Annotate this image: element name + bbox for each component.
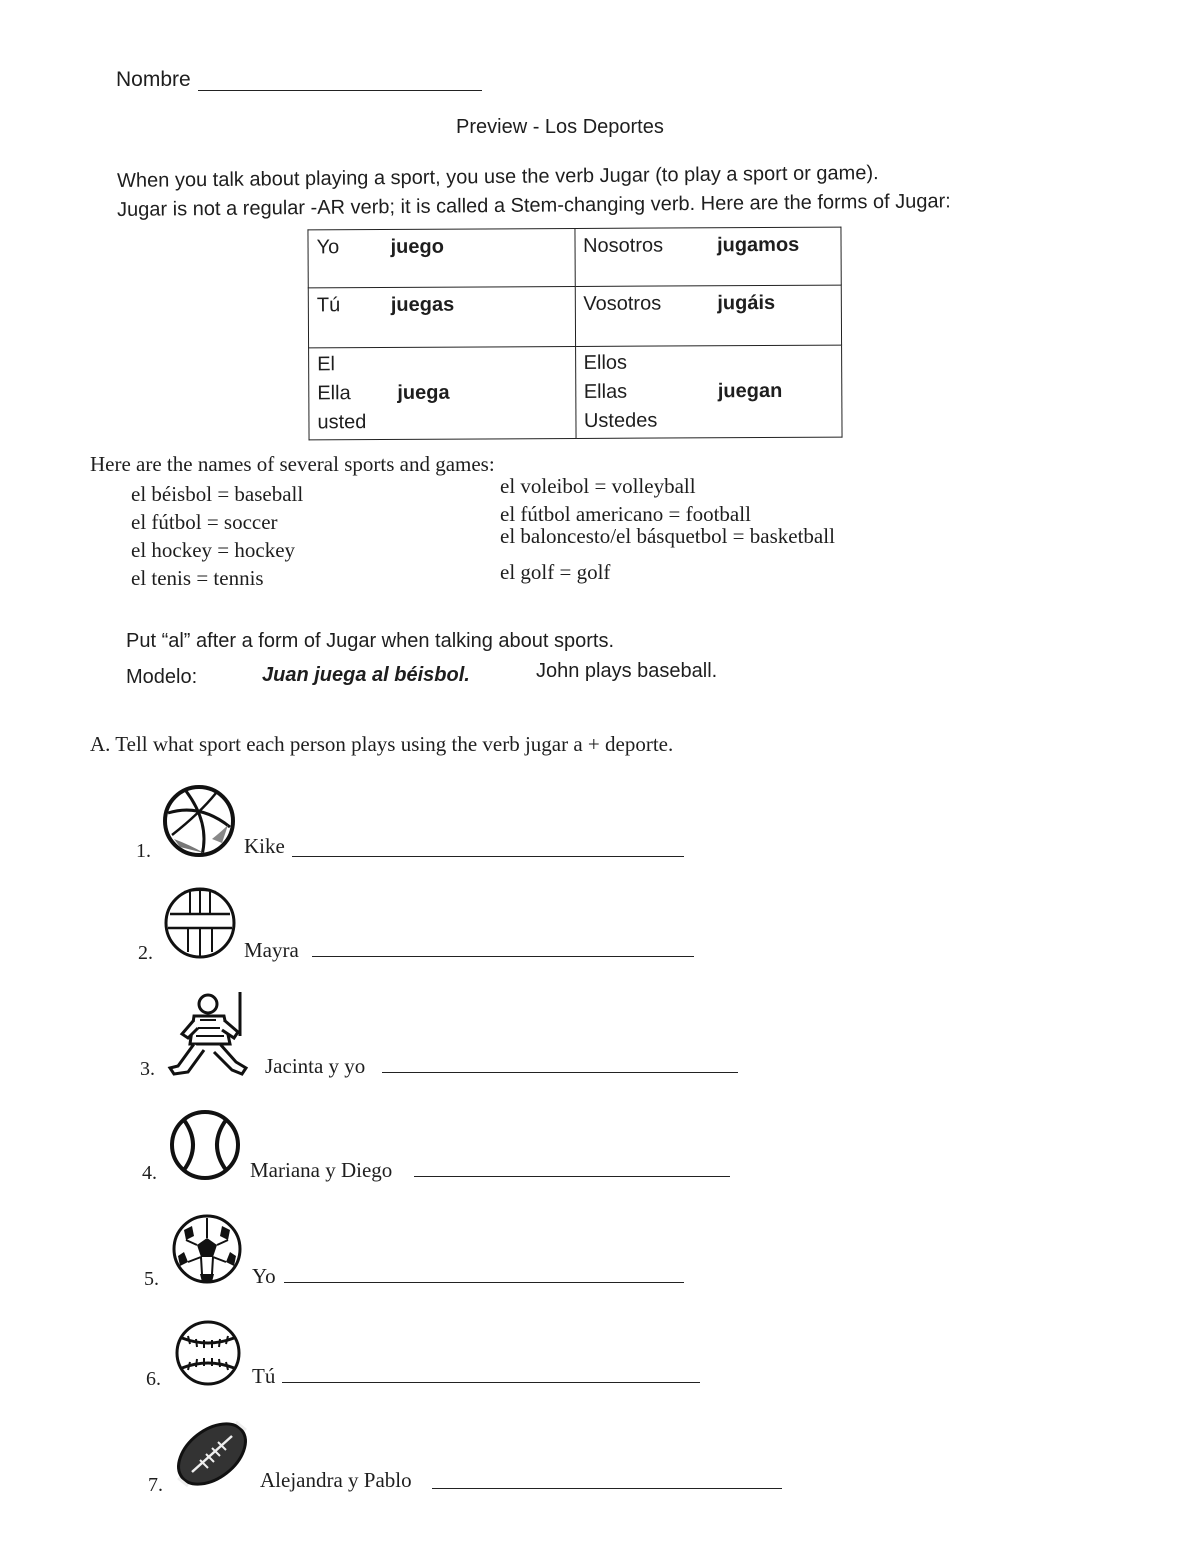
form-nosotros: jugamos <box>716 233 800 257</box>
baseball-icon <box>172 1318 244 1388</box>
intro-line-2: Jugar is not a regular -AR verb; it is called a Stem-changing verb. Here are the forms of Jugar: <box>117 190 951 221</box>
football-icon <box>170 1414 254 1494</box>
cell-yo <box>308 229 575 288</box>
basketball-icon <box>160 783 238 859</box>
answer-line[interactable] <box>282 1382 700 1383</box>
pronoun-ustedes: Ustedes <box>583 409 658 432</box>
item-number: 2. <box>138 942 153 964</box>
sport-left-4: el tenis = tennis <box>131 566 264 590</box>
name-label: Nombre <box>116 68 191 91</box>
cell-el-group <box>309 346 576 439</box>
pronoun-ella: Ella <box>317 382 351 405</box>
sport-right-1: el voleibol = volleyball <box>500 474 696 498</box>
cell-vosotros <box>575 285 842 346</box>
answer-line[interactable] <box>292 856 684 857</box>
item-person: Alejandra y Pablo <box>260 1468 412 1492</box>
volleyball-icon <box>160 884 240 962</box>
name-field[interactable] <box>198 90 482 91</box>
modelo-label: Modelo: <box>126 666 198 688</box>
sport-right-3: el baloncesto/el básquetbol = basketball <box>500 524 835 548</box>
pronoun-ellas: Ellas <box>583 380 628 403</box>
form-ellos-group: juegan <box>717 379 783 403</box>
sport-left-1: el béisbol = baseball <box>131 482 304 506</box>
sports-intro: Here are the names of several sports and games: <box>90 452 495 476</box>
item-person: Jacinta y yo <box>265 1054 366 1078</box>
item-number: 1. <box>136 840 151 862</box>
answer-line[interactable] <box>284 1282 684 1283</box>
modelo-spanish: Juan juega al béisbol. <box>262 664 470 686</box>
pronoun-ellos: Ellos <box>583 351 628 374</box>
page-title: Preview - Los Deportes <box>456 116 664 138</box>
modelo-english: John plays baseball. <box>536 660 718 682</box>
sport-right-2: el fútbol americano = football <box>500 502 751 526</box>
soccer-ball-icon <box>170 1212 244 1286</box>
section-a-heading: A. Tell what sport each person plays using the verb jugar a + deporte. <box>90 732 674 756</box>
conjugation-table <box>307 227 842 441</box>
item-person: Mayra <box>244 938 299 962</box>
pronoun-yo: Yo <box>316 236 340 259</box>
hockey-player-icon <box>164 990 260 1080</box>
answer-line[interactable] <box>432 1488 782 1489</box>
form-vosotros: jugáis <box>717 291 776 315</box>
sport-left-3: el hockey = hockey <box>131 538 296 562</box>
item-number: 5. <box>144 1268 159 1290</box>
tennis-ball-icon <box>168 1108 242 1182</box>
form-tu: juegas <box>390 293 455 316</box>
cell-tu <box>308 287 575 348</box>
item-person: Kike <box>244 834 285 858</box>
pronoun-nosotros: Nosotros <box>582 234 664 257</box>
pronoun-tu: Tú <box>316 294 341 317</box>
answer-line[interactable] <box>312 956 694 957</box>
item-person: Yo <box>252 1264 276 1288</box>
intro-line-1: When you talk about playing a sport, you use the verb Jugar (to play a sport or game). <box>117 162 879 192</box>
pronoun-el: El <box>317 353 336 376</box>
pronoun-usted: usted <box>317 411 367 434</box>
sport-left-2: el fútbol = soccer <box>131 510 278 534</box>
sport-right-4: el golf = golf <box>500 560 611 584</box>
answer-line[interactable] <box>382 1072 738 1073</box>
item-number: 3. <box>140 1058 155 1080</box>
cell-nosotros <box>574 227 841 286</box>
item-number: 6. <box>146 1368 161 1390</box>
al-rule: Put “al” after a form of Jugar when talking about sports. <box>126 630 615 652</box>
form-el-group: juega <box>397 381 450 404</box>
cell-ellos-group <box>575 345 842 438</box>
item-number: 7. <box>148 1474 163 1496</box>
item-person: Mariana y Diego <box>250 1158 393 1182</box>
item-person: Tú <box>252 1364 276 1388</box>
item-number: 4. <box>142 1162 157 1184</box>
pronoun-vosotros: Vosotros <box>583 292 662 315</box>
answer-line[interactable] <box>414 1176 730 1177</box>
form-yo: juego <box>390 235 444 258</box>
